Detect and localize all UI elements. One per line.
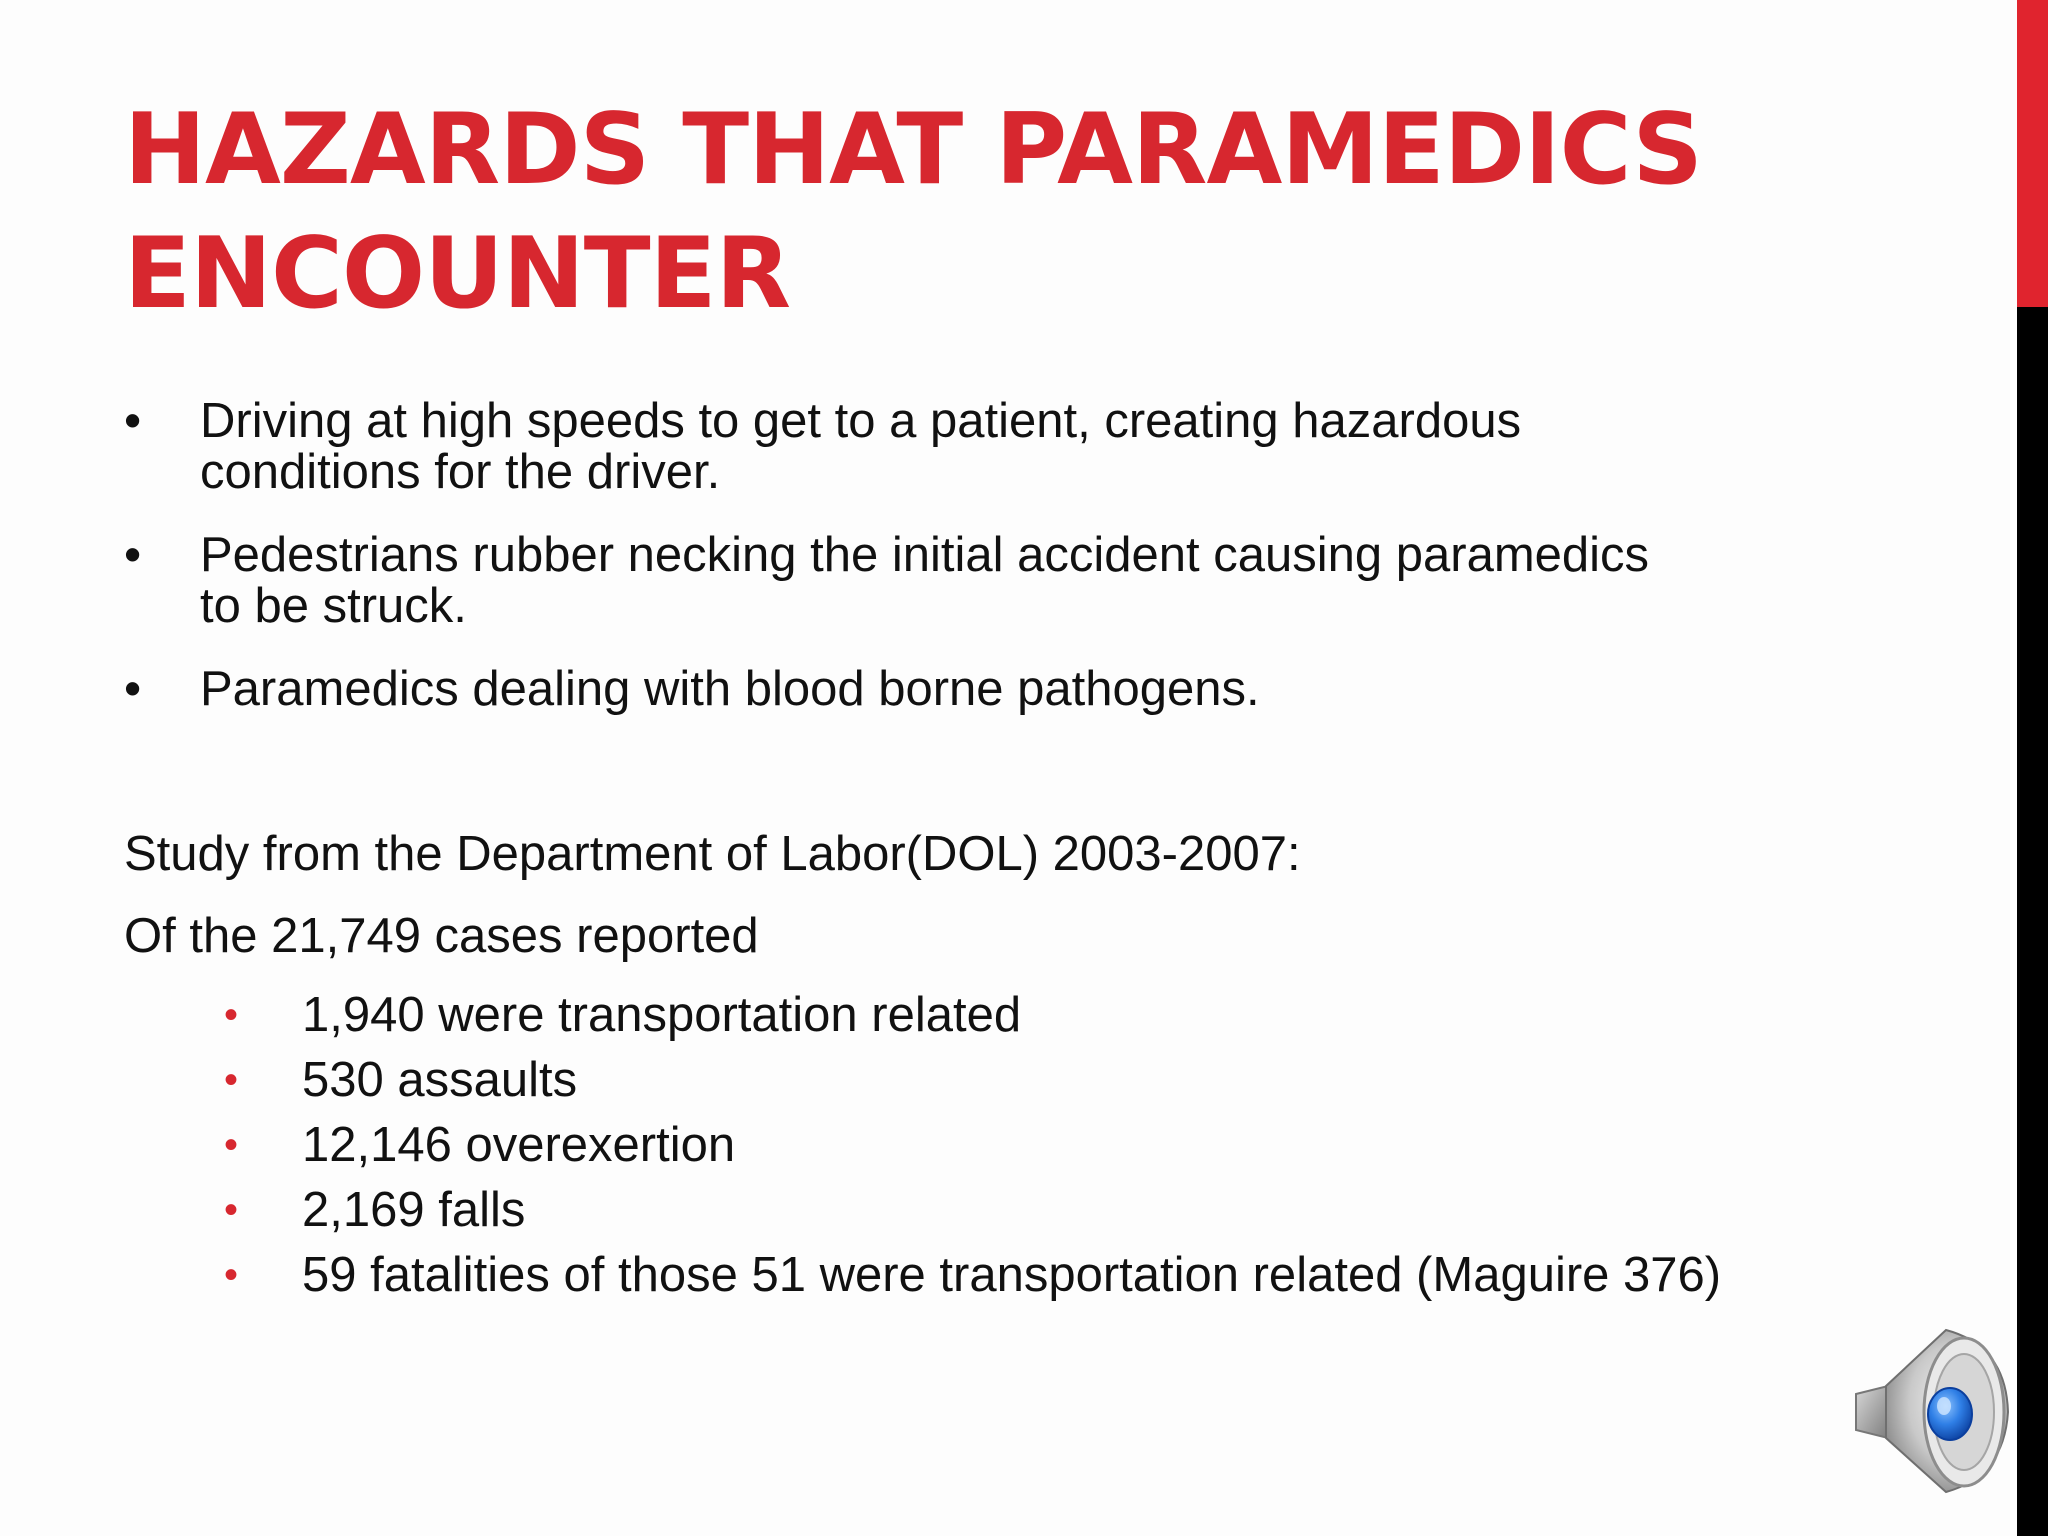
slide-title: HAZARDS THAT PARAMEDICS ENCOUNTER bbox=[124, 93, 1702, 331]
bullet-marker: • bbox=[124, 662, 142, 716]
list-item bbox=[124, 664, 1684, 715]
bullet-text: Pedestrians rubber necking the initial accident causing paramedics to be struck. bbox=[200, 528, 1650, 633]
red-bullet-marker: • bbox=[224, 1058, 239, 1102]
study-source-line: Study from the Department of Labor(DOL) 2003-2007: bbox=[124, 827, 1301, 881]
case-breakdown-list bbox=[224, 990, 1804, 1315]
side-accent-bar-red bbox=[2017, 0, 2048, 307]
red-bullet-marker: • bbox=[224, 993, 239, 1037]
bullet-marker: • bbox=[124, 394, 142, 448]
bullet-text: 2,169 falls bbox=[302, 1183, 526, 1237]
red-bullet-marker: • bbox=[224, 1123, 239, 1167]
list-item bbox=[124, 530, 1684, 632]
red-bullet-marker: • bbox=[224, 1188, 239, 1232]
list-item bbox=[224, 1185, 1804, 1236]
cases-reported-line: Of the 21,749 cases reported bbox=[124, 909, 759, 963]
bullet-marker: • bbox=[124, 528, 142, 582]
red-bullet-marker: • bbox=[224, 1253, 239, 1297]
bullet-text: Paramedics dealing with blood borne pathogens. bbox=[200, 662, 1260, 716]
bullet-text: 530 assaults bbox=[302, 1053, 578, 1107]
bullet-text: 1,940 were transportation related bbox=[302, 988, 1022, 1042]
bullet-text: 12,146 overexertion bbox=[302, 1118, 736, 1172]
speaker-icon-graphic bbox=[1836, 1316, 2016, 1496]
bullet-text: Driving at high speeds to get to a patient, creating hazardous conditions for the driver. bbox=[200, 394, 1522, 499]
list-item bbox=[224, 990, 1804, 1041]
hazard-bullet-list bbox=[124, 396, 1684, 747]
list-item bbox=[224, 1055, 1804, 1106]
speaker-icon[interactable] bbox=[1836, 1316, 2016, 1496]
list-item bbox=[224, 1250, 1804, 1301]
side-accent-bar-black bbox=[2017, 307, 2048, 1536]
list-item bbox=[124, 396, 1684, 498]
list-item bbox=[224, 1120, 1804, 1171]
bullet-text: 59 fatalities of those 51 were transportation related (Maguire 376) bbox=[302, 1248, 1722, 1302]
